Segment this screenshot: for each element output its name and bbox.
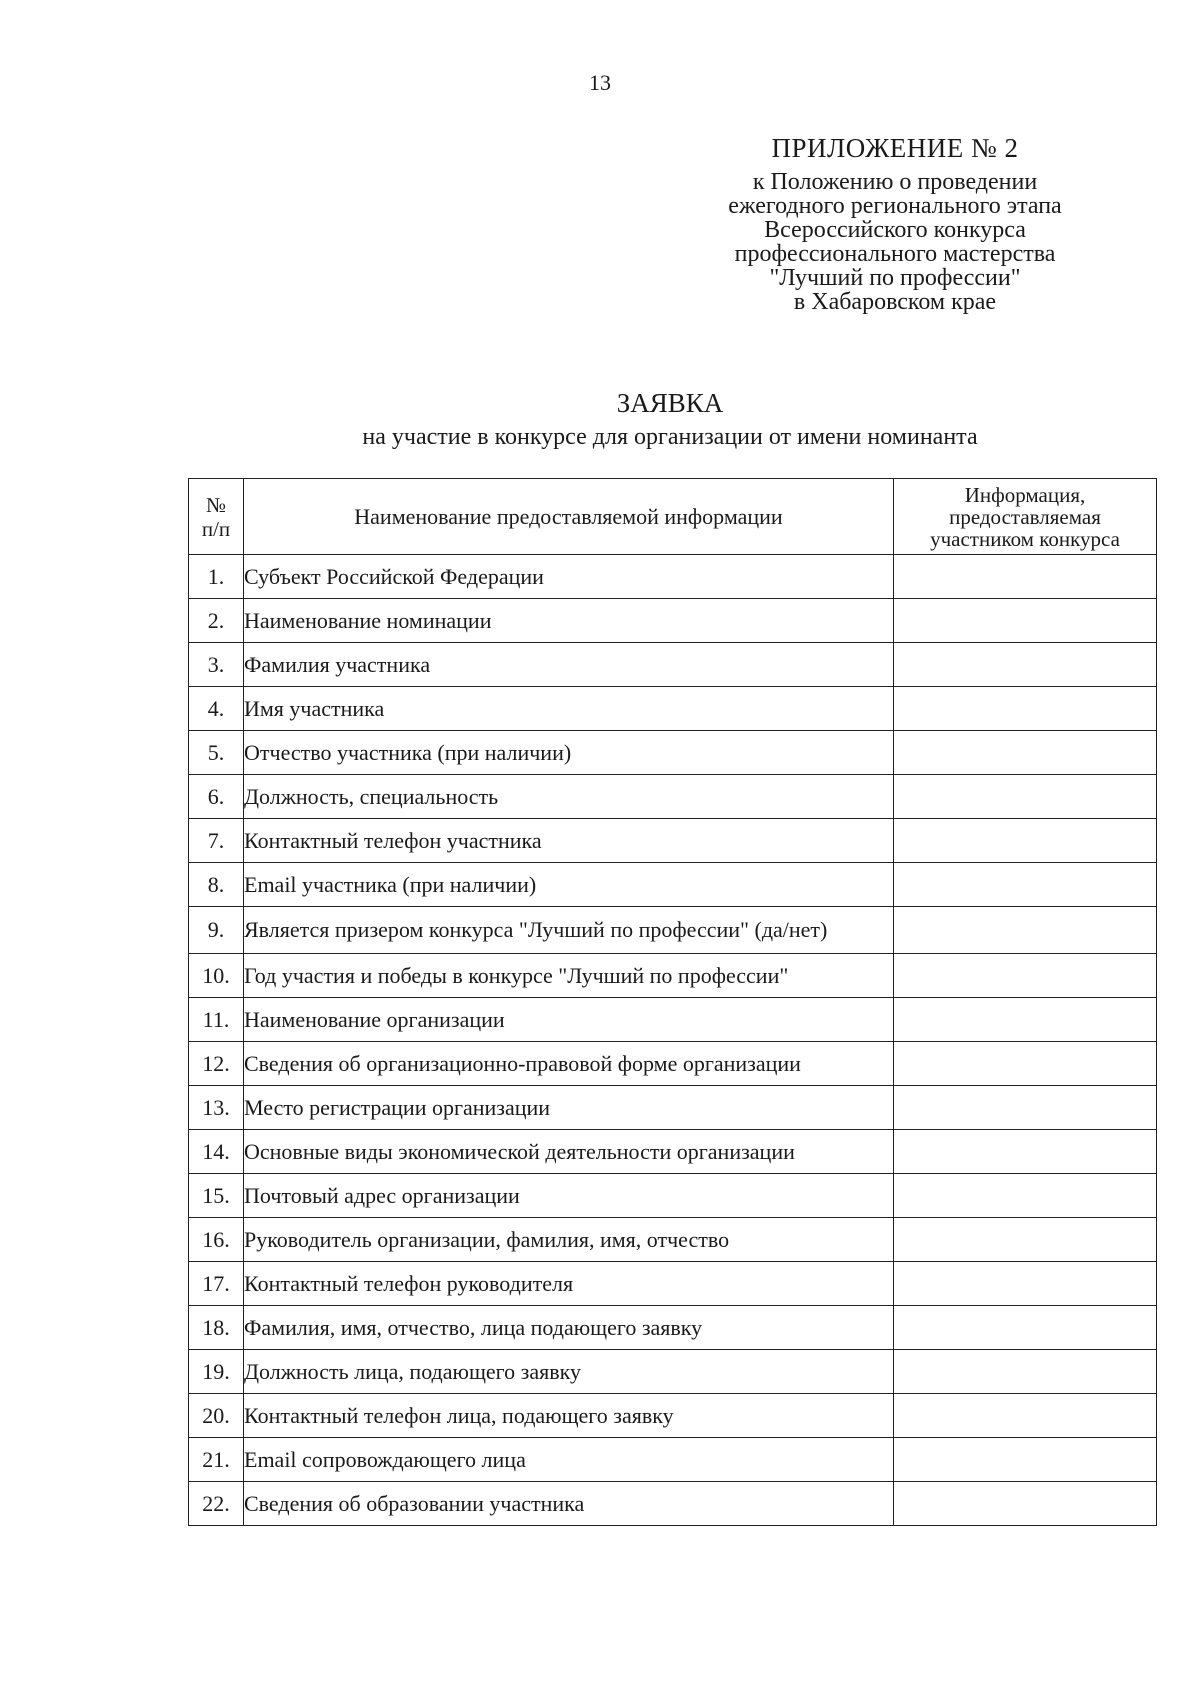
- row-label: Субъект Российской Федерации: [244, 555, 894, 599]
- row-info-field[interactable]: [894, 819, 1157, 863]
- row-number: 8.: [189, 863, 244, 907]
- application-table: [188, 478, 1157, 1526]
- table-row: [189, 863, 1157, 907]
- row-number: 18.: [189, 1306, 244, 1350]
- table-row: [189, 954, 1157, 998]
- row-info-field[interactable]: [894, 1130, 1157, 1174]
- table-header-row: [189, 479, 1157, 555]
- row-label: Наименование организации: [244, 998, 894, 1042]
- row-number: 20.: [189, 1394, 244, 1438]
- row-number: 2.: [189, 599, 244, 643]
- row-number: 12.: [189, 1042, 244, 1086]
- row-info-field[interactable]: [894, 731, 1157, 775]
- row-label: Контактный телефон участника: [244, 819, 894, 863]
- table-row: [189, 1306, 1157, 1350]
- row-info-field[interactable]: [894, 555, 1157, 599]
- row-label: Должность, специальность: [244, 775, 894, 819]
- appendix-header: [690, 133, 1100, 314]
- row-label: Наименование номинации: [244, 599, 894, 643]
- page-number: 13: [589, 70, 611, 95]
- appendix-line: в Хабаровском крае: [793, 289, 997, 315]
- row-number: 22.: [189, 1482, 244, 1526]
- row-info-field[interactable]: [894, 1438, 1157, 1482]
- row-info-field[interactable]: [894, 687, 1157, 731]
- row-info-field[interactable]: [894, 1086, 1157, 1130]
- row-label: Фамилия участника: [244, 643, 894, 687]
- row-label: Email сопровождающего лица: [244, 1438, 894, 1482]
- row-label: Контактный телефон руководителя: [244, 1262, 894, 1306]
- row-info-field[interactable]: [894, 1042, 1157, 1086]
- appendix-line: к Положению о проведении: [752, 169, 1038, 195]
- row-number: 11.: [189, 998, 244, 1042]
- row-number: 4.: [189, 687, 244, 731]
- header-number-line: №: [205, 492, 227, 517]
- row-number: 14.: [189, 1130, 244, 1174]
- row-number: 15.: [189, 1174, 244, 1218]
- table-row: [189, 643, 1157, 687]
- row-label: Руководитель организации, фамилия, имя, отчество: [244, 1218, 894, 1262]
- table-row: [189, 1438, 1157, 1482]
- table-row: [189, 1394, 1157, 1438]
- row-label: Фамилия, имя, отчество, лица подающего заявку: [244, 1306, 894, 1350]
- table-row: [189, 1482, 1157, 1526]
- header-info-line: Информация,: [964, 482, 1086, 507]
- row-number: 13.: [189, 1086, 244, 1130]
- table-row: [189, 819, 1157, 863]
- header-number: [189, 479, 244, 555]
- row-info-field[interactable]: [894, 998, 1157, 1042]
- row-info-field[interactable]: [894, 643, 1157, 687]
- row-number: 6.: [189, 775, 244, 819]
- row-label: Основные виды экономической деятельности организации: [244, 1130, 894, 1174]
- row-number: 7.: [189, 819, 244, 863]
- row-info-field[interactable]: [894, 1394, 1157, 1438]
- form-title: ЗАЯВКА: [616, 388, 724, 418]
- appendix-title: ПРИЛОЖЕНИЕ № 2: [771, 133, 1019, 163]
- table-row: [189, 1262, 1157, 1306]
- row-number: 5.: [189, 731, 244, 775]
- table-row: [189, 1174, 1157, 1218]
- row-info-field[interactable]: [894, 907, 1157, 954]
- header-info-line: участником конкурса: [930, 526, 1120, 551]
- row-label: Имя участника: [244, 687, 894, 731]
- row-info-field[interactable]: [894, 599, 1157, 643]
- row-number: 17.: [189, 1262, 244, 1306]
- table-row: [189, 1086, 1157, 1130]
- row-info-field[interactable]: [894, 775, 1157, 819]
- table-row: [189, 687, 1157, 731]
- row-label: Должность лица, подающего заявку: [244, 1350, 894, 1394]
- row-info-field[interactable]: [894, 954, 1157, 998]
- row-label: Отчество участника (при наличии): [244, 731, 894, 775]
- row-label: Контактный телефон лица, подающего заявку: [244, 1394, 894, 1438]
- row-info-field[interactable]: [894, 1218, 1157, 1262]
- table-row: [189, 1042, 1157, 1086]
- header-info: [894, 479, 1157, 555]
- row-number: 16.: [189, 1218, 244, 1262]
- table-row: [189, 599, 1157, 643]
- table-row: [189, 907, 1157, 954]
- appendix-line: "Лучший по профессии": [769, 265, 1021, 291]
- appendix-line: ежегодного регионального этапа: [728, 193, 1062, 219]
- row-number: 1.: [189, 555, 244, 599]
- table-row: [189, 555, 1157, 599]
- row-info-field[interactable]: [894, 1350, 1157, 1394]
- row-number: 19.: [189, 1350, 244, 1394]
- row-number: 3.: [189, 643, 244, 687]
- table-body: [189, 555, 1157, 1526]
- table-row: [189, 1130, 1157, 1174]
- row-number: 10.: [189, 954, 244, 998]
- row-label: Сведения об образовании участника: [244, 1482, 894, 1526]
- row-info-field[interactable]: [894, 1306, 1157, 1350]
- header-name: Наименование предоставляемой информации: [244, 479, 894, 555]
- table-row: [189, 1218, 1157, 1262]
- row-number: 21.: [189, 1438, 244, 1482]
- row-info-field[interactable]: [894, 1262, 1157, 1306]
- table-row: [189, 1350, 1157, 1394]
- row-label: Год участия и победы в конкурсе "Лучший по профессии": [244, 954, 894, 998]
- row-label: Сведения об организационно-правовой форме организации: [244, 1042, 894, 1086]
- row-label: Email участника (при наличии): [244, 863, 894, 907]
- row-info-field[interactable]: [894, 863, 1157, 907]
- appendix-line: Всероссийского конкурса: [764, 217, 1026, 243]
- table-row: [189, 775, 1157, 819]
- form-subtitle: на участие в конкурсе для организации от имени номинанта: [362, 424, 978, 450]
- header-info-line: предоставляемая: [949, 504, 1101, 529]
- row-label: Почтовый адрес организации: [244, 1174, 894, 1218]
- row-info-field[interactable]: [894, 1482, 1157, 1526]
- appendix-line: профессионального мастерства: [734, 241, 1056, 267]
- table-row: [189, 998, 1157, 1042]
- table-row: [189, 731, 1157, 775]
- row-label: Является призером конкурса "Лучший по профессии" (да/нет): [244, 907, 894, 954]
- row-info-field[interactable]: [894, 1174, 1157, 1218]
- row-label: Место регистрации организации: [244, 1086, 894, 1130]
- row-number: 9.: [189, 907, 244, 954]
- header-number-line: п/п: [201, 516, 231, 541]
